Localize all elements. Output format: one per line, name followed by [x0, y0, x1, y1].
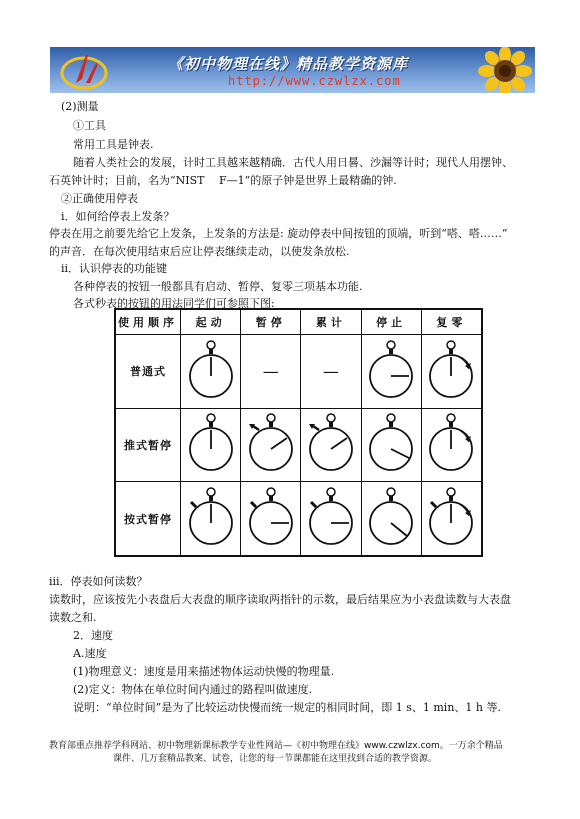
header-order: 使用顺序	[115, 309, 181, 335]
text-function-keys: ii．认识停表的功能键	[61, 262, 168, 275]
table-cell	[361, 335, 421, 409]
table-cell: —	[241, 335, 301, 409]
table-cell	[241, 408, 301, 482]
table-cell	[181, 335, 241, 409]
text-speed-heading: 2．速度	[73, 629, 113, 642]
text-winding-question: i．如何给停表上发条？	[61, 210, 175, 223]
header-reset: 复零	[421, 309, 482, 335]
banner-title: 《初中物理在线》精品教学资源库	[168, 55, 409, 73]
text-speed-meaning: (1)物理意义：速度是用来描述物体运动快慢的物理量.	[73, 665, 335, 678]
row-label: 推式暂停	[115, 408, 181, 482]
table-cell	[241, 482, 301, 556]
table-cell	[301, 408, 361, 482]
header-stop: 停止	[361, 309, 421, 335]
table-row	[115, 408, 482, 482]
text-function-1: 各种停表的按钮一般都具有启动、暂停、复零三项基本功能.	[73, 280, 363, 293]
text-speed-definition: (2)定义：物体在单位时间内通过的路程叫做速度.	[73, 683, 313, 696]
stopwatch-icon	[245, 486, 297, 548]
text-function-2: 各式秒表的按钮的用法同学们可参照下图:	[73, 297, 275, 310]
stopwatch-icon	[425, 412, 477, 474]
site-banner	[50, 47, 535, 93]
stopwatch-icon	[305, 412, 357, 474]
table-row	[115, 482, 482, 556]
header-pause: 暂停	[241, 309, 301, 335]
text-tools-heading: ①工具	[73, 119, 106, 132]
stopwatch-icon	[425, 339, 477, 401]
text-speed-note: 说明：“单位时间”是为了比较运动快慢而统一规定的相同时间，即 1 s、1 min、1 h 等.	[73, 701, 501, 714]
text-reading-2: 读数之和.	[49, 611, 97, 624]
sunflower-icon	[475, 47, 533, 93]
stopwatch-icon	[305, 486, 357, 548]
text-reading-question: iii．停表如何读数？	[49, 575, 148, 588]
footer-line-1: 教育部重点推荐学科网站、初中物理新课标教学专业性网站—《初中物理在线》www.czwlzx.com。一万余个精品	[49, 741, 503, 751]
text-history-1: 随着人类社会的发展，计时工具越来越精确．古代人用日晷、沙漏等计时；现代人用摆钟、	[73, 156, 513, 169]
text-winding-2: 的声音．在每次使用结束后应让停表继续走动，以使发条放松.	[49, 245, 350, 258]
text-reading-1: 读数时，应该按先小表盘后大表盘的顺序读取两指针的示数，最后结果应为小表盘读数与大表盘	[49, 593, 511, 606]
text-winding-1: 停表在用之前要先给它上发条，上发条的方法是: 旋动停表中间按钮的顶端，听到“嗒、嗒……”	[49, 227, 508, 240]
table-cell	[361, 482, 421, 556]
text-stopwatch-heading: ②正确使用停表	[61, 192, 138, 205]
stopwatch-icon	[365, 412, 417, 474]
header-start: 起动	[181, 309, 241, 335]
stopwatch-operation-table	[114, 308, 483, 557]
table-cell	[181, 482, 241, 556]
text-measure-heading: (2)测量	[61, 100, 99, 113]
site-logo-icon	[58, 49, 118, 91]
text-history-2: 石英钟计时；目前，名为“NIST F—1”的原子钟是世界上最精确的钟.	[49, 174, 397, 187]
table-row	[115, 335, 482, 409]
table-cell	[301, 482, 361, 556]
table-cell: —	[301, 335, 361, 409]
text-speed-a: A.速度	[73, 647, 107, 660]
stopwatch-icon	[425, 486, 477, 548]
table-cell	[421, 408, 482, 482]
stopwatch-icon	[185, 412, 237, 474]
header-accumulate: 累计	[301, 309, 361, 335]
table-header-row	[115, 309, 482, 335]
row-label: 按式暂停	[115, 482, 181, 556]
stopwatch-icon	[185, 339, 237, 401]
stopwatch-icon	[365, 486, 417, 548]
table-cell	[421, 335, 482, 409]
stopwatch-icon	[185, 486, 237, 548]
footer-line-2: 课件、几万套精品教案、试卷，让您的每一节课都能在这里找到合适的教学资源。	[113, 754, 438, 764]
table-cell	[181, 408, 241, 482]
table-cell	[421, 482, 482, 556]
stopwatch-icon	[365, 339, 417, 401]
row-label: 普通式	[115, 335, 181, 409]
text-tools-common: 常用工具是钟表.	[73, 138, 154, 151]
banner-url[interactable]: http://www.czwlzx.com	[228, 74, 401, 88]
stopwatch-icon	[245, 412, 297, 474]
table-cell	[361, 408, 421, 482]
